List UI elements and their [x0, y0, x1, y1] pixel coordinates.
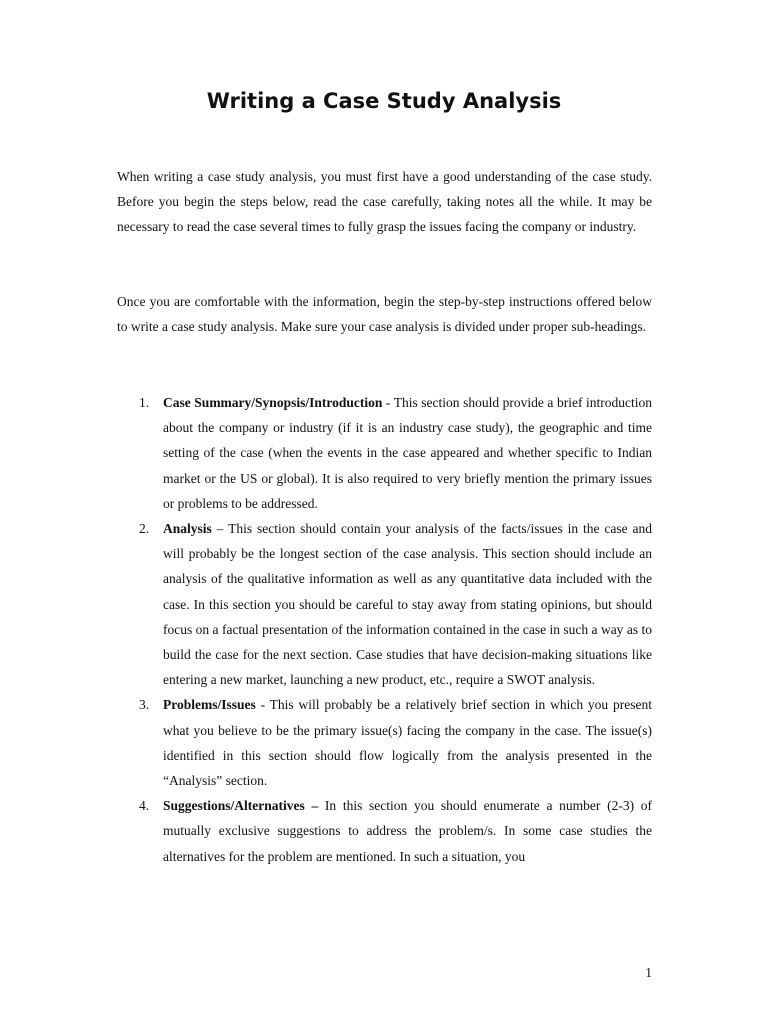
list-item-number: 4. — [139, 798, 150, 814]
list-item — [117, 793, 652, 869]
list-item — [117, 390, 652, 516]
list-item-number: 2. — [139, 521, 150, 537]
steps-list — [117, 390, 652, 869]
list-item-title: Suggestions/Alternatives – — [163, 798, 319, 814]
instructions-paragraph: Once you are comfortable with the information, begin the step-by-step instructions offered below to write a case study analysis. Make sure your case analysis is divided under proper sub-headings. — [117, 294, 652, 335]
list-item-text: – This section should contain your analysis of the facts/issues in the case and will probably be the longest section of the case analysis. This section should include an analysis of the qualitative information as well as any quantitative data included with the case. In this section you should be careful to stay away from stating opinions, but should focus on a factual presentation of the information contained in the case in such a way as to build the case for the next section. Case studies that have decision-making situations like entering a new market, launching a new product, etc., require a SWOT analysis. — [163, 521, 652, 688]
list-item-text: - This section should provide a brief introduction about the company or industry (if it is an industry case study), the geographic and time setting of the case (when the events in the case appeared and whether specific to Indian market or the US or global). It is also required to very briefly mention the primary issues or problems to be addressed. — [163, 395, 653, 511]
intro-paragraph: When writing a case study analysis, you must first have a good understanding of the case study. Before you begin the steps below, read the case carefully, taking notes all the while. It may be necessary to read the case several times to fully grasp the issues facing the company or industry. — [117, 169, 652, 235]
list-item-text: - This will probably be a relatively brief section in which you present what you believe to be the primary issue(s) facing the company in the case. The issue(s) identified in this section should flow logically from the analysis presented in the “Analysis” section. — [163, 697, 652, 789]
list-item-text: In this section you should enumerate a number (2-3) of mutually exclusive suggestions to address the problem/s. In some case studies the alternatives for the problem are mentioned. In such a situation, you — [163, 798, 653, 864]
page-number: 1 — [645, 965, 652, 980]
list-item-title: Case Summary/Synopsis/Introduction — [163, 395, 383, 410]
list-item-number: 3. — [139, 697, 150, 713]
list-item-title: Problems/Issues — [163, 697, 256, 713]
list-item — [117, 516, 652, 692]
list-item-title: Analysis — [163, 521, 212, 537]
page-title: Writing a Case Study Analysis — [206, 89, 562, 113]
list-item — [117, 692, 652, 793]
list-item-number: 1. — [139, 395, 150, 410]
